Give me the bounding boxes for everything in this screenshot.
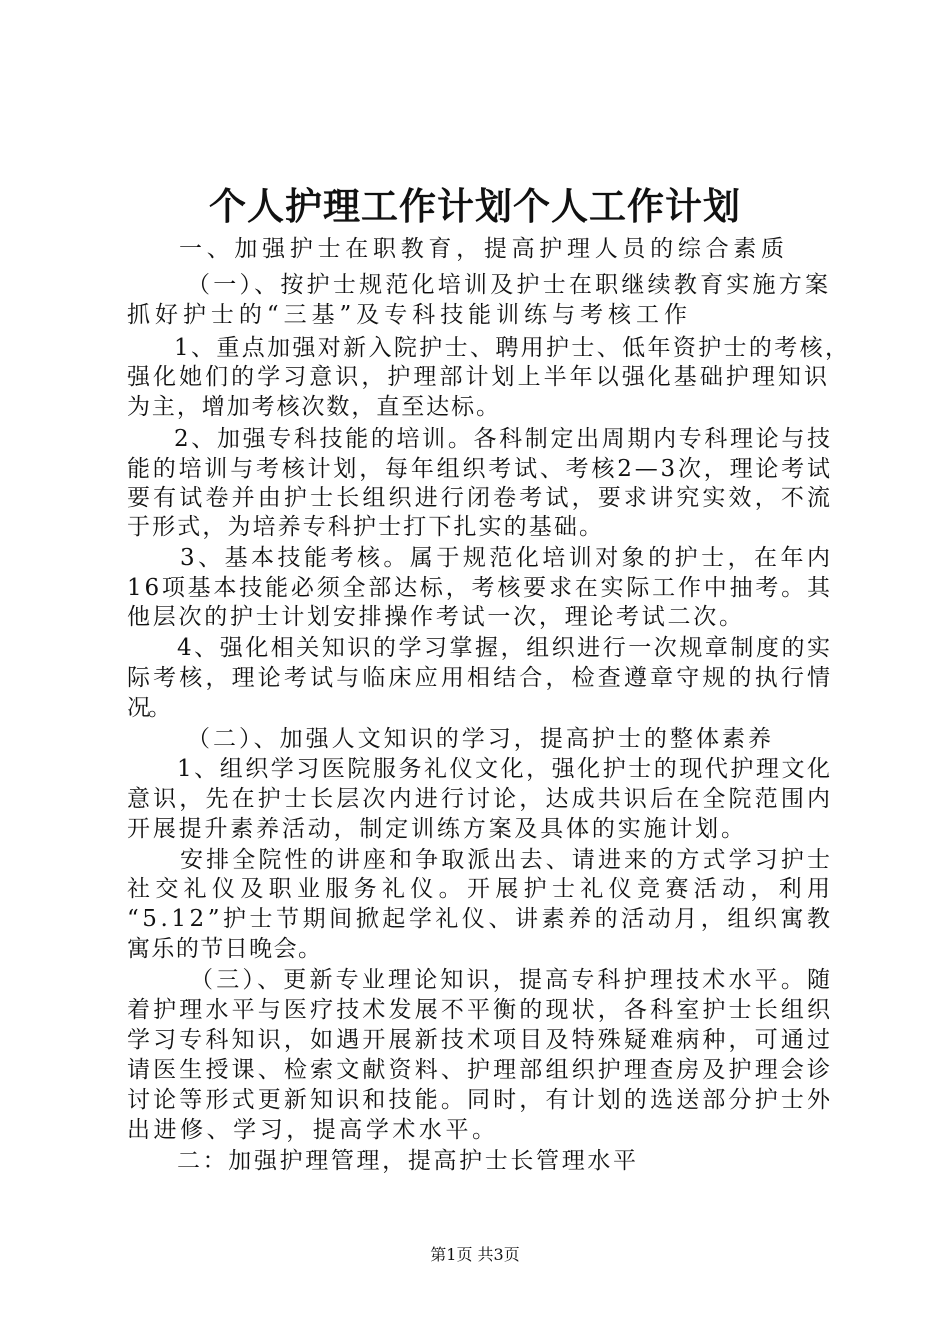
body-line: 1、组织学习医院服务礼仪文化，强化护士的现代护理文化 xyxy=(177,756,833,782)
body-line: 为主，增加考核次数，直至达标。 xyxy=(127,394,501,420)
page-number: 第1页 共3页 xyxy=(430,1245,520,1264)
body-line: 安排全院性的讲座和争取派出去、请进来的方式学习护士 xyxy=(180,847,834,873)
body-line: 2、加强专科技能的培训。各科制定出周期内专科理论与技 xyxy=(174,426,833,452)
body-line: 学习专科知识，如遇开展新技术项目及特殊疑难病种，可通过 xyxy=(127,1027,834,1053)
body-line: 出进修、学习，提高学术水平。 xyxy=(127,1117,499,1143)
body-line: 能的培训与考核计划，每年组织考试、考核2—3次，理论考试 xyxy=(127,456,833,482)
body-line: 讨论等形式更新知识和技能。同时，有计划的选送部分护士外 xyxy=(127,1087,834,1113)
body-line: 际考核，理论考试与临床应用相结合，检查遵章守规的执行情 xyxy=(127,665,834,691)
body-line: 二：加强护理管理，提高护士长管理水平 xyxy=(177,1148,639,1174)
document-title: 个人护理工作计划个人工作计划 xyxy=(209,185,741,228)
body-line: 他层次的护士计划安排操作考试一次，理论考试二次。 xyxy=(127,604,745,630)
body-line: （三）、更新专业理论知识，提高专科护理技术水平。随 xyxy=(190,967,834,993)
body-line: （一）、按护士规范化培训及护士在职继续教育实施方案 xyxy=(187,272,832,298)
body-line: 强化她们的学习意识，护理部计划上半年以强化基础护理知识 xyxy=(127,364,831,390)
body-line: 要有试卷并由护士长组织进行闭卷考试，要求讲究实效，不流 xyxy=(127,485,834,511)
body-line: 16项基本技能必须全部达标，考核要求在实际工作中抽考。其 xyxy=(127,575,833,601)
body-line: 开展提升素养活动，制定训练方案及具体的实施计划。 xyxy=(127,816,747,842)
body-line: “5.12”护士节期间掀起学礼仪、讲素养的活动月，组织寓教 xyxy=(127,906,834,932)
body-line: 一、加强护士在职教育，提高护理人员的综合素质 xyxy=(179,236,789,262)
body-line: 抓好护士的“三基”及专科技能训练与考核工作 xyxy=(127,302,692,328)
body-line: 意识，先在护士长层次内进行讨论，达成共识后在全院范围内 xyxy=(127,786,834,812)
body-line: （二）、加强人文知识的学习，提高护士的整体素养 xyxy=(187,726,775,752)
body-line: 况。 xyxy=(127,695,169,721)
body-line: 1、重点加强对新入院护士、聘用护士、低年资护士的考核， xyxy=(174,335,851,361)
body-line: 社交礼仪及职业服务礼仪。开展护士礼仪竞赛活动，利用 xyxy=(127,876,836,902)
body-line: 4、强化相关知识的学习掌握，组织进行一次规章制度的实 xyxy=(177,635,833,661)
body-line: 寓乐的节日晚会。 xyxy=(127,936,323,962)
body-line: 请医生授课、检索文献资料、护理部组织护理查房及护理会诊 xyxy=(127,1057,834,1083)
body-line: 3、基本技能考核。属于规范化培训对象的护士，在年内 xyxy=(180,545,834,571)
body-line: 着护理水平与医疗技术发展不平衡的现状，各科室护士长组织 xyxy=(127,997,834,1023)
body-line: 于形式，为培养专科护士打下扎实的基础。 xyxy=(127,514,605,540)
